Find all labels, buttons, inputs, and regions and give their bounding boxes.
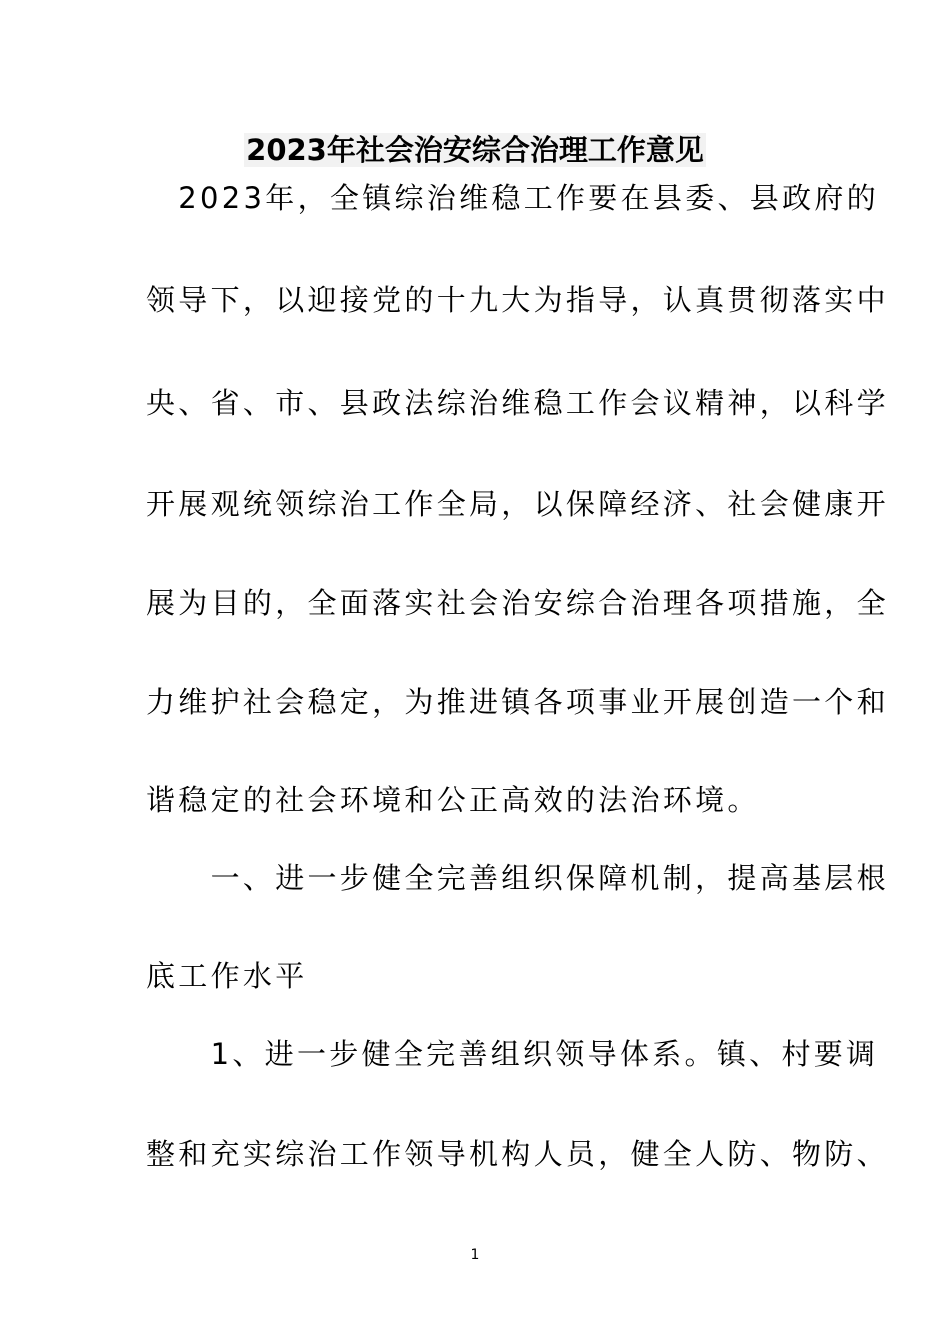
paragraph-line: 领导下，以迎接党的十九大为指导，认真贯彻落实中 [146,283,889,317]
paragraph-line: 央、省、市、县政法综治维稳工作会议精神，以科学 [146,386,889,420]
document-title [0,130,950,170]
paragraph-line: 整和充实综治工作领导机构人员，健全人防、物防、 [146,1137,889,1171]
section-heading-line: 底工作水平 [146,959,308,993]
page-number: 1 [470,1247,480,1263]
paragraph-line: 力维护社会稳定，为推进镇各项事业开展创造一个和 [146,685,889,719]
paragraph-line: 谐稳定的社会环境和公正高效的法治环境。 [146,783,760,817]
paragraph-line: 1、进一步健全完善组织领导体系。镇、村要调 [146,1037,879,1071]
paragraph-line: 2023年，全镇综治维稳工作要在县委、县政府的 [146,181,880,215]
title-text: 2023年社会治安综合治理工作意见 [246,133,704,167]
section-heading-line: 一、进一步健全完善组织保障机制，提高基层根 [146,861,889,895]
paragraph-line: 展为目的，全面落实社会治安综合治理各项措施，全 [146,586,889,620]
paragraph-line: 开展观统领综治工作全局，以保障经济、社会健康开 [146,487,889,521]
